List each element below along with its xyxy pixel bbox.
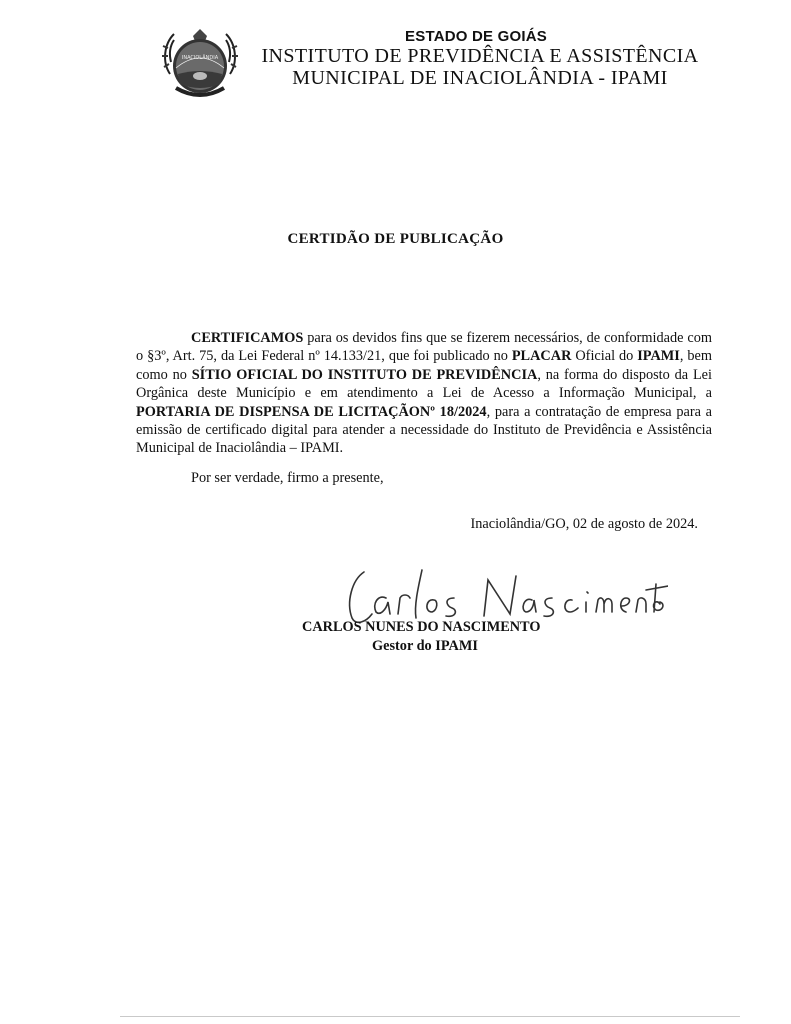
signature-text: Carlos Nascimento	[338, 558, 346, 559]
body-run: PORTARIA DE DISPENSA DE LICITAÇÃONº 18/2024	[136, 403, 487, 420]
body-run: SÍTIO OFICIAL DO INSTITUTO DE PREVIDÊNCIA	[191, 366, 538, 383]
institute-name-line2: MUNICIPAL DE INACIOLÂNDIA - IPAMI	[292, 67, 668, 89]
signer-name: CARLOS NUNES DO NASCIMENTO	[302, 619, 541, 635]
body-run: IPAMI	[637, 348, 680, 365]
body-run: , na forma do disposto da Lei Orgânica deste Município e em atendimento a Lei de Acesso a Informação Municipal, a	[136, 366, 712, 402]
municipal-seal-icon	[160, 28, 240, 100]
seal-text: INACIOLÂNDIA	[181, 55, 219, 61]
body-runs	[136, 330, 712, 456]
certificate-body	[136, 329, 712, 458]
body-run: Oficial do	[571, 348, 638, 365]
body-run: , bem como no	[136, 348, 712, 383]
place-and-date: Inaciolândia/GO, 02 de agosto de 2024.	[470, 516, 698, 532]
letterhead-text	[245, 28, 715, 89]
signer-block	[302, 618, 592, 656]
page-bottom-rule	[120, 1016, 740, 1017]
body-run: , para a contratação de empresa para a emissão de certificado digital para atender a necessidade do Instituto de Previdência e Assistência Municipal de Inaciolândia – IPAMI.	[136, 403, 712, 457]
body-run: CERTIFICAMOS	[191, 330, 304, 346]
signer-role: Gestor do IPAMI	[372, 638, 478, 654]
body-run: para os devidos fins que se fizerem necessários, de conformidade com o §3º, Art. 75, da Lei Federal nº 14.133/21, que foi publicado no	[136, 330, 712, 365]
state-name: ESTADO DE GOIÁS	[405, 28, 547, 45]
document-title: CERTIDÃO DE PUBLICAÇÃO	[287, 231, 504, 247]
letterhead	[160, 28, 720, 98]
institute-name-line1: INSTITUTO DE PREVIDÊNCIA E ASSISTÊNCIA	[261, 45, 699, 67]
body-run: PLACAR	[511, 348, 572, 365]
closing-statement: Por ser verdade, firmo a presente,	[191, 470, 384, 486]
